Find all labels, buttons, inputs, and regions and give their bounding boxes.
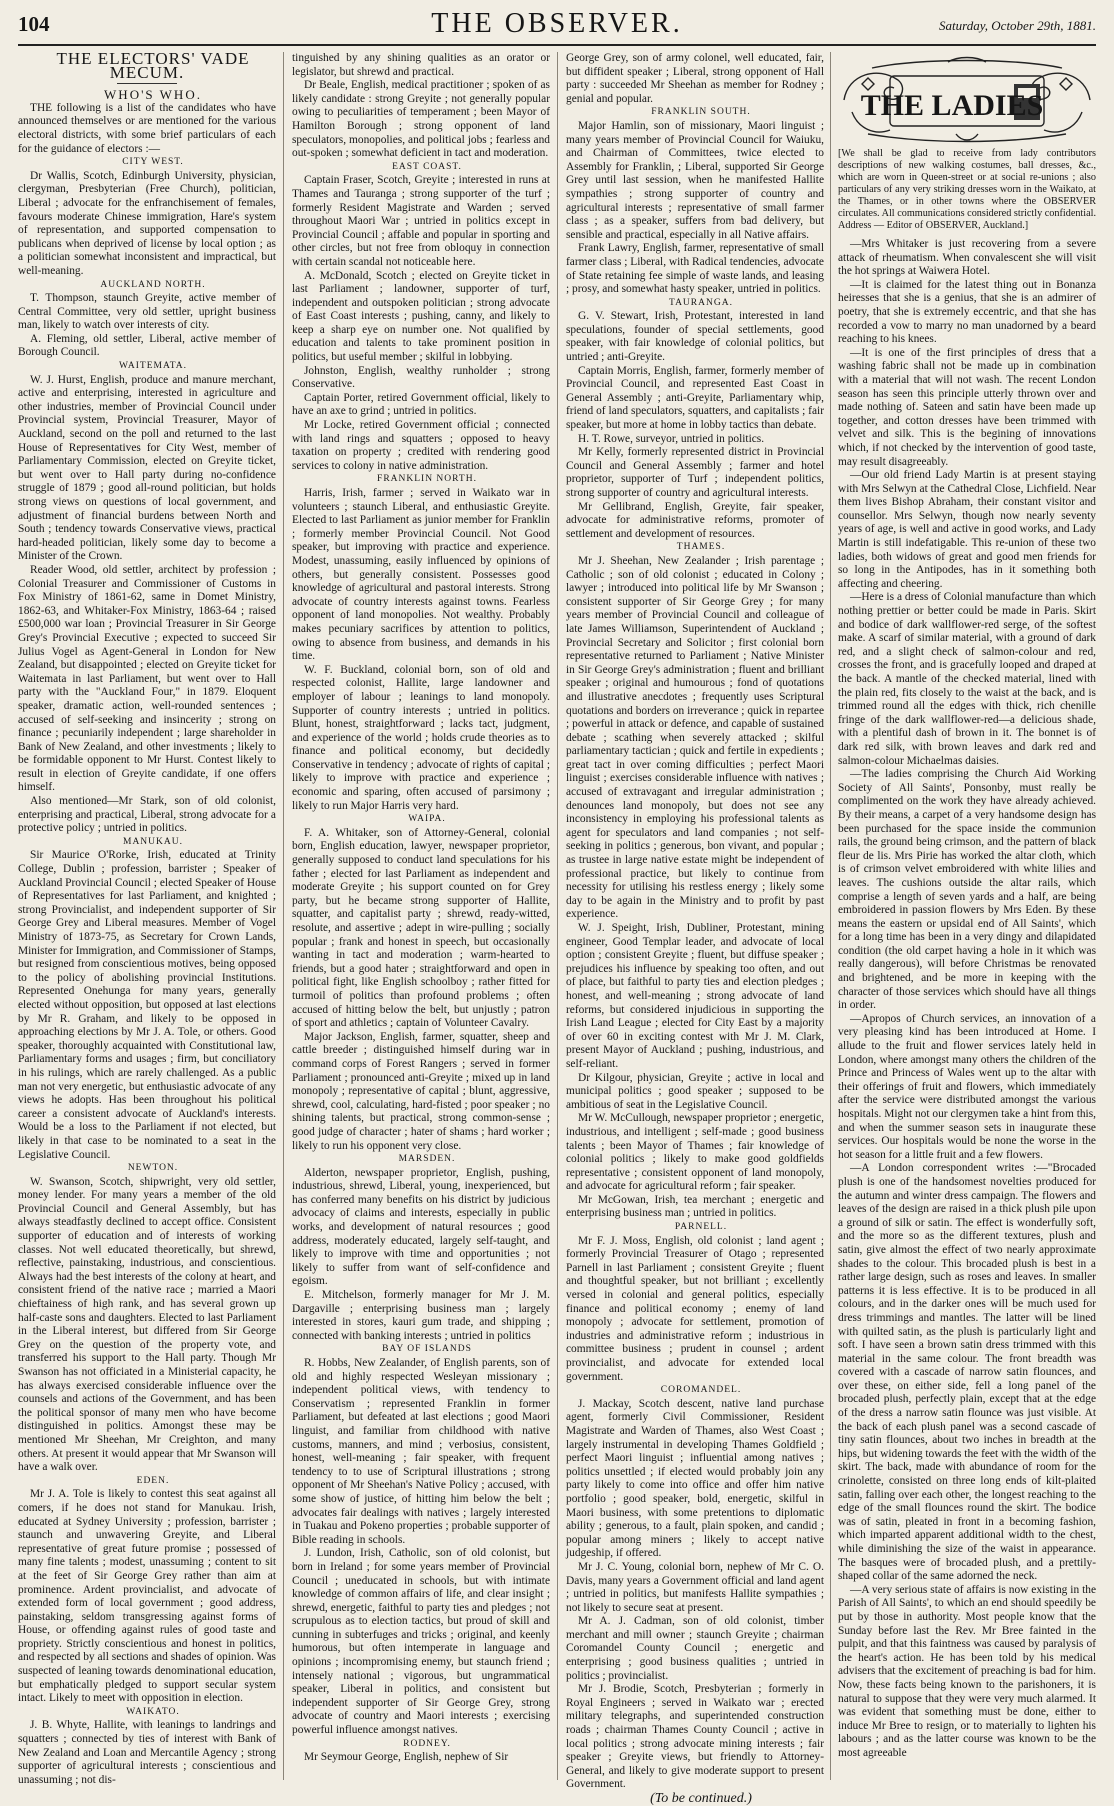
intro-paragraph: THE following is a list of the candidates who have announced themselves or are mentioned for the various electoral districts, with some brief particulars of each for the guidance of electors :—: [18, 101, 276, 155]
section-heading: WAITEMATA.: [118, 361, 188, 372]
candidate-entry: E. Mitchelson, formerly manager for Mr J. M. Dargaville ; enterprising business man ; largely interested in stores, kauri gum trade, and shipping ; connected with banking interests ; untried in politics: [292, 1289, 550, 1342]
masthead: [18, 6, 1096, 42]
column-divider: [830, 52, 831, 1780]
candidate-entry: Also mentioned—Mr Stark, son of old colonist, enterprising and practical, Liberal, strong advocate for a protective policy ; untried in politics.: [18, 795, 276, 835]
editorial-note: [We shall be glad to receive from lady contributors descriptions of new walking costumes, ball dresses, &c., which are worn in Queen-street or at social re-unions ; also particulars of any very striking dresses worn in the Waikato, at the Thames, or in other towns where the OBSERVER circulates. All communications considered strictly confidential. Address — Editor of OBSERVER, Auckland.]: [838, 148, 1096, 231]
candidate-entry: Sir Maurice O'Rorke, Irish, educated at Trinity College, Dublin ; profession, barrister ; Speaker of Auckland Provincial Council ; elected Speaker of House of Representatives for last Parliament, and knighted ; strong Provincialist, and independent supporter of Sir George Grey and Liberal measures. Member of Vogel Ministry of 1873-75, as Secretary for Crown Lands, Minister for Immigration, and Commissioner of Stamps, but resigned from conscientious motives, being opposed to the policy of abolishing provincial Institutions. Represented Onehunga for many years, generally elected without opposition, but opposed at last elections by Mr R. Graham, and likely to be opposed in approaching elections by Mr J. A. Tole, or others. Good speaker, thoroughly acquainted with Constitutional law, Parliamentary forms and usages ; firm, but conciliatory in his rulings, which are rarely challenged. As a public man not very energetic, but enthusiastic advocate of any views he adopts. Has been throughout his political career a consistent advocate of Auckland's interests. Would be a loss to the Parliament if not elected, but likely in that case to be nominated to a seat in the Legislative Council.: [18, 849, 276, 1161]
candidate-entry: H. T. Rowe, surveyor, untried in politics.: [578, 432, 765, 445]
page-number: 104: [18, 12, 50, 36]
candidate-entry: Mr W. McCullough, newspaper proprietor ; energetic, industrious, and intelligent ; self-made ; good business talents ; been Mayor of Thames ; fair knowledge of colonial politics ; likely to make good goldfields representative ; consistent opponent of land monopoly, and advocate for agricultural reform ; fair speaker.: [566, 1112, 824, 1193]
section-heading: FRANKLIN SOUTH.: [651, 107, 751, 118]
section-heading: WAIPA.: [408, 814, 446, 825]
candidate-entry: Captain Morris, English, farmer, formerly member of Provincial Council, and represented East Coast in General Assembly ; anti-Greyite, Parliamentary whip, friend of land speculators, squatters, and capitalists ; fair speaker, but more at home in lobby tactics than debate.: [566, 364, 824, 432]
candidate-entry: F. A. Whitaker, son of Attorney-General, colonial born, English education, lawyer, newspaper proprietor, generally supposed to conduct land speculations for his father ; elected for last Parliament as independent and moderate Greyite ; his support counted on for Grey party, but he became strong supporter of Hallite, squatter, and capitalist party ; shrewd, ready-witted, resolute, and assertive ; adept in wire-pulling ; socially popular ; frank and honest in speech, but occasionally wanting in tact and moderation ; warm-hearted to friends, but a good hater ; straightforward and open in political fight, like English schoolboy ; rather fitted for turmoil of politics than profound problems ; often accused of hitting below the belt, but unjustly ; patron of sport and athletics ; captain of Volunteer Cavalry.: [292, 826, 550, 1030]
candidate-entry: Mr J. A. Tole is likely to contest this seat against all comers, if he does not stand for Manukau. Irish, educated at Sydney University ; profession, barrister ; staunch and unwavering Greyite, and Liberal representative of great future promise ; possessed of many fine talents ; modest, unassuming ; content to sit at the feet of Sir George Grey rather than aim at prominence. Ardent provincialist, and advocate of extended form of local government ; good address, painstaking, seldom transgressing against forms of House, or offending against rules of good taste and propriety. Strictly conscientious and honest in politics, and respected by all sections and shades of opinion. Was suspected of leaning towards denominational education, but emphatically pledged to support secular system intact. Likely to meet with opposition in election.: [18, 1488, 276, 1705]
column-paragraph: —Mrs Whitaker is just recovering from a severe attack of rheumatism. When convalescent she will visit the hot springs at Waiwera Hotel.: [838, 238, 1096, 278]
section-heading: EDEN.: [136, 1475, 170, 1486]
ladies-banner: [838, 52, 1096, 148]
candidate-entry: Dr Wallis, Scotch, Edinburgh University, physician, clergyman, Presbyterian (Free Church), politician, Liberal ; advocate for the enfranchisement of females, favours moderate Chinese immigration, Hare's system of representation, and supported compensation to publicans when deprived of license by local option ; as a politician somewhat inconsistent and impractical, but well-meaning.: [18, 169, 276, 277]
column-paragraph: —Our old friend Lady Martin is at present staying with Mrs Selwyn at the Cathedral Close, Lichfield. Near them lives Bishop Abraham, their constant visitor and counsellor. Mrs Selwyn, though now nearly seventy years of age, is well and active in good works, and Lady Martin is still indefatigable. This re-union of these two ladies, both widows of great and good men friends for so long in the Antipodes, has in it something both affecting and cheering.: [838, 469, 1096, 590]
section-heading: BAY OF ISLANDS: [382, 1344, 472, 1355]
candidate-entry: Mr J. Brodie, Scotch, Presbyterian ; formerly in Royal Engineers ; served in Waikato war ; erected military telegraphs, and superintended construction roads ; chairman Thames County Council ; active in local politics ; strong advocate mining interests ; fair speaker ; Greyite views, but friendly to Attorney-General, and likely to give moderate support to present Government.: [566, 1683, 824, 1791]
section-heading: EAST COAST.: [392, 161, 462, 172]
candidate-entry: G. V. Stewart, Irish, Protestant, interested in land speculations, founder of special settlements, good speaker, with fair knowledge of colonial politics, but untried ; anti-Greyite.: [566, 310, 824, 364]
section-heading: PARNELL.: [674, 1222, 728, 1233]
column-1: [18, 49, 276, 1786]
candidate-entry: Mr J. C. Young, colonial born, nephew of Mr C. O. Davis, many years a Government official and land agent ; untried in politics, but manifests Hallite sympathies ; not likely to secure seat at present.: [566, 1560, 824, 1614]
candidate-entry: Mr Seymour George, English, nephew of Sir: [304, 1751, 509, 1764]
section-heading: TAURANGA.: [669, 297, 733, 308]
candidate-entry: W. J. Hurst, English, produce and manure merchant, active and enterprising, interested in agriculture and other industries, member of Provincial Council under Provincial system, Provincial Treasurer, Mayor of Auckland, second on the poll and returned to the last House of Representatives for City West, member of Parliamentary Commission, elected on Greyite ticket, but went over to Hall party during no-confidence struggle of 1879 ; good all-round politician, but holds strong views on questions of local government, and adjustment of financial burdens between North and South ; tendency towards Conservative views, practical hard-headed politician, likely some day to become a Minister of the Crown.: [18, 373, 276, 563]
paper-title: THE OBSERVER.: [431, 8, 683, 39]
candidate-entry: Mr J. Sheehan, New Zealander ; Irish parentage ; Catholic ; son of old colonist ; educated in Colony ; lawyer ; introduced into political life by Mr Swanson ; consistent supporter of Sir George Grey ; for many years member of Provincial Council and colleague of late James Williamson, Superintendent of Auckland ; Provincial Secretary and Solicitor ; first colonial born representative returned to Parliament ; Native Minister in Sir George Grey's administration ; fluent and brilliant speaker ; original and humourous ; fond of quotations and illustrative anecdotes ; frequently uses Scriptural quotations and borders on irreverance ; quick in repartee ; powerful in attack or defence, and capable of sustained debate ; scathing when severely attacked ; skilful parliamentary tactician ; quick and fertile in expedients ; great tact in over coming difficulties ; perfect Maori linguist ; exercises considerable influence with natives ; accused of extravagant and irregular administration ; denounces land monopoly, but does not see any inconsistency in employing his professional talents as agent for speculators and land companies ; not self-seeking in politics ; generous, bon vivant, and popular ; as trustee in large native estate might be independent of professional practice, but likely to continue from necessity for utilising his restless energy ; likely some day to be again in the Ministry and to profit by past experience.: [566, 554, 824, 921]
candidate-entry: Harris, Irish, farmer ; served in Waikato war in volunteers ; staunch Liberal, and enthusiastic Greyite. Elected to last Parliament as junior member for Franklin ; formerly member Provincial Council. Not Good speaker, but improving with practice and experience. Modest, unassuming, easily influenced by opinions of others, but generally consistent. Possesses good knowledge of agricultural and pastoral interests. Strong advocate of country interests against towns. Fearless opponent of land monopolies. Not wealthy. Probably makes pecuniary sacrifices by attention to politics, owing to absence from business, and demands in his time.: [292, 487, 550, 663]
section-heading: CITY WEST.: [122, 157, 184, 168]
candidate-entry: Major Jackson, English, farmer, squatter, sheep and cattle breeder ; distinguished himself during war in command corps of Forest Rangers ; served in former Parliament ; pronounced anti-Greyite ; mixed up in land monopoly ; representative of capital ; blunt, aggressive, shrewd, cool, calculating, hard-fisted ; poor speaker ; no shining talents, but practical, strong common-sense ; good judge of character ; hater of shams ; hard worker ; likely to run his opponent very close.: [292, 1030, 550, 1152]
section-heading: COROMANDEL.: [660, 1385, 742, 1396]
section-heading: NEWTON.: [127, 1163, 179, 1174]
column-2: [292, 52, 550, 1780]
candidate-entry: Mr McGowan, Irish, tea merchant ; energetic and enterprising business man ; untried in politics.: [566, 1193, 824, 1220]
to-be-continued: (To be continued.): [650, 1791, 752, 1806]
column-paragraph: —It is claimed for the latest thing out in Bonanza heiresses that she is a genius, that she is an admirer of poetry, that she is extremely eccentric, and that she has recorded a vow to marry no man unadorned by a beard reaching to his knees.: [838, 278, 1096, 346]
issue-date: Saturday, October 29th, 1881.: [939, 18, 1096, 33]
candidate-entry: J. Mackay, Scotch descent, native land purchase agent, formerly Civil Commissioner, Resident Magistrate and Warden of Thames, also West Coast ; largely instrumental in developing Thames Goldfield ; perfect Maori linguist ; influential among natives ; politics unsettled ; if elected would probably join any party likely to come into office and offer him native portfolio ; good speaker, bold, energetic, skilful in Maori business, with some pretentions to diplomatic ability ; generous, to a fault, plain spoken, and candid ; popular among miners ; likely to accept native judgeship, if offered.: [566, 1397, 824, 1560]
column-paragraph: —Apropos of Church services, an innovation of a very pleasing kind has been introduced at Home. I allude to the fruit and flower services lately held in London, where amongst many others the children of the Prince and Princess of Wales went up to the altar with their offerings of fruit and flowers, which immediately after the service were distributed amongst the various hospitals. Might not our clergymen take a hint from this, and when the summer season sets in inaugurate these services. Our hospitals would be none the worse in the hot season for a little fruit and a few flowers.: [838, 1012, 1096, 1161]
section-heading: RODNEY.: [403, 1738, 451, 1749]
candidate-entry: Dr Beale, English, medical practitioner ; spoken of as likely candidate : strong Greyite ; not generally popular owing to peculiarities of temperament ; been Mayor of Hamilton Borough ; strong opponent of land speculators, monopolies, and political jobs ; fearless and out-spoken ; somewhat deficient in tact and moderation.: [292, 79, 550, 160]
candidate-entry: Frank Lawry, English, farmer, representative of small farmer class ; Liberal, with Radical tendencies, advocate of State retaining fee simple of waste lands, and leasing ; prosy, and somewhat hasty speaker, untried in politics.: [566, 242, 824, 296]
candidate-entry: A. Fleming, old settler, Liberal, active member of Borough Council.: [18, 332, 276, 359]
candidate-entry: J. Lundon, Irish, Catholic, son of old colonist, but born in Ireland ; for some years member of Provincial Council ; uneducated in schools, but with intimate knowledge of common affairs of life, and clear insight ; shrewd, energetic, faithful to party ties and pledges ; not scrupulous as to election tactics, but proud of skill and cunning in subterfuges and tricks ; original, and keenly humorous, but often intemperate in language and opinions ; incompromising enemy, but staunch friend ; intensely national ; vigorous, but ungrammatical speaker, Liberal in politics, and consistent but independent supporter of Sir George Grey, strong advocate of country and Maori interests ; exercising powerful influence amongst natives.: [292, 1547, 550, 1737]
candidate-entry: Mr Gellibrand, English, Greyite, fair speaker, advocate for administrative reforms, promoter of settlement and development of resources.: [566, 500, 824, 540]
candidate-entry: Johnston, English, wealthy runholder ; strong Conservative.: [292, 364, 550, 391]
section-heading: FRANKLIN NORTH.: [377, 474, 477, 485]
column-divider: [283, 52, 284, 1780]
continued-paragraph: tinguished by any shining qualities as an orator or legislator, but shrewd and practical.: [292, 52, 550, 78]
section-heading: AUCKLAND NORTH.: [100, 279, 206, 290]
column-4: [838, 52, 1096, 1780]
continued-paragraph: George Grey, son of army colonel, well educated, fair, but diffident speaker ; Liberal, strong opponent of Hall party : succeeded Mr Sheehan as member for Rodney ; genial and popular.: [566, 52, 824, 105]
candidate-entry: Mr Locke, retired Government official ; connected with land rings and squatters ; opposed to heavy taxation on property ; credited with rendering good services to colony in native administration.: [292, 419, 550, 472]
candidate-entry: Mr Kelly, formerly represented district in Provincial Council and General Assembly ; farmer and hotel proprietor, supporter of Turf ; independent politics, strong supporter of country and agricultural interests.: [566, 446, 824, 499]
banner-title: THE LADIES: [860, 89, 1044, 122]
section-heading: WAIKATO.: [126, 1706, 180, 1717]
column-divider: [557, 52, 558, 1780]
section-heading: MANUKAU.: [123, 836, 183, 847]
candidate-entry: Captain Fraser, Scotch, Greyite ; interested in runs at Thames and Tauranga ; strong supporter of the turf ; formerly Resident Magistrate and Warden ; served throughout Maori War ; untried in politics except in Provincial Council ; affable and popular in sporting and other circles, but not free from obloquy in connection with certain scandal not noticeable here.: [292, 174, 550, 268]
column-paragraph: —The ladies comprising the Church Aid Working Society of All Saints', Ponsonby, must really be complimented on the work they have already achieved. By their means, a carpet of a very handsome design has been purchased for the space inside the communion rails, the ground being crimson, and the pattern of black fleur de lis. Mrs Pirie has worked the altar cloth, which is of crimson velvet embroidered with white lilies and leaves. The cushions outside the altar rails, which comprise a length of seven yards and a half, are being embroidered in passion flowers by Mrs Eden. By these means the eastern or upsidal end of All Saints', which for a long time has been in a very dingy and dilapidated condition (the old carpet having a hole in it which was really dangerous), will before Christmas be renovated and brightened, and be more in keeping with the character of those services which should have all things in order.: [838, 768, 1096, 1012]
candidate-entry: Dr Kilgour, physician, Greyite ; active in local and municipal politics ; good speaker ; supposed to be ambitious of seat in the Legislative Council.: [566, 1071, 824, 1111]
candidate-entry: A. McDonald, Scotch ; elected on Greyite ticket in last Parliament ; landowner, supporter of turf, independent and outspoken politician ; strong advocate of East Coast interests ; pushing, canny, and likely to keep a sharp eye on number one. Not qualified by education and talents to take prominent position in politics, but useful member ; skilful in lobbying.: [292, 269, 550, 364]
section-heading: THAMES.: [676, 542, 726, 553]
candidate-entry: Alderton, newspaper proprietor, English, pushing, industrious, shrewd, Liberal, young, inexperienced, but has conferred many benefits on his district by judicious advocacy of claims and interests, especially in public works, and development of natural resources ; good address, moderately educated, largely self-taught, and likely to improve with time and opportunities ; not likely to suffer from want of self-confidence and egoism.: [292, 1166, 550, 1288]
candidate-entry: Captain Porter, retired Government official, likely to have an axe to grind ; untried in politics.: [292, 391, 550, 418]
candidate-entry: J. B. Whyte, Hallite, with leanings to landrings and squatters ; connected by ties of interest with Bank of New Zealand and Loan and Mercantile Agency ; strong supporter of agricultural interests ; conscientious and unassuming ; not dis-: [18, 1719, 276, 1786]
candidate-entry: Mr A. J. Cadman, son of old colonist, timber merchant and mill owner ; staunch Greyite ; chairman Coromandel County Council ; energetic and enterprising ; good business qualities ; untried in politics ; provincialist.: [566, 1615, 824, 1682]
column-3: [566, 52, 824, 1806]
column-paragraph: —A London correspondent writes :—"Brocaded plush is one of the handsomest novelties produced for the autumn and winter dress campaign. The flowers and leaves of the design are raised in a thick plush pile upon a ground of silk or satin. The effect is wonderfully soft, and the more so as the different textures, plush and satin, give almost the effect of two nearly approximate shades to the colour. This brocaded plush is best in a rather large design, such as roses and leaves. In smaller patterns it is less effective. It is to be produced in all colours, and in the darker ones will be much used for dress trimmings and mantles. The latter will be lined with quilted satin, as the plush is particularly light and soft. I have seen a brown satin dress trimmed with this material in the same colour. The front breadth was covered with a cascade of narrow satin flounces, and over these, on either side, fell a long panel of the brocaded plush, perfectly plain, except that at the edge of the dress a narrow satin flounce was just visible. At the back of each plush panel was a second cascade of tiny satin flounces, about two inches in breadth at the hips, but widening towards the feet with the width of the skirt. The back, made with abundance of room for the crinolette, consisted on three long ends of kilt-plaited satin, falling over each other, the longest reaching to the edge of the small flounces round the skirt. The bodice was of satin, pleated in front in a becoming fashion, which imparted apparent additional width to the chest, while diminishing the size of the waist in appearance. The basques were of brocaded plush, and a prettily-shaped collar of the same adorned the neck.: [838, 1162, 1096, 1583]
article-subheading: WHO'S WHO.: [104, 87, 202, 103]
candidate-entry: Mr F. J. Moss, English, old colonist ; land agent ; formerly Provincial Treasurer of Otago ; represented Parnell in last Parliament ; consistent Greyite ; fluent and thoughtful speaker, but not brilliant ; excellently versed in colonial and general politics, especially finance and political economy ; enemy of land monopoly ; advocate for settlement, promotion of industries and administrative reform ; industrious in committee business ; prudent in counsel ; ardent provincialist, and advocate for extended local government.: [566, 1234, 824, 1383]
candidate-entry: R. Hobbs, New Zealander, of English parents, son of old and highly respected Wesleyan missionary ; independent political views, with tendency to Conservatism ; represented Franklin in former Parliament, but defeated at last elections ; good Maori linguist, and familiar from childhood with native customs, manners, and mind ; verbosius, consistent, honest, well-meaning ; fair speaker, with frequent tendency to to use of Scriptural illustrations ; strong opponent of Mr Sheehan's Native Policy ; accused, with some show of justice, of hitting him below the belt ; advocates fair dealings with natives ; largely interested in Tuakau and Pokeno properties ; probable supporter of Bible reading in schools.: [292, 1357, 550, 1546]
column-paragraph: —It is one of the first principles of dress that a washing fabric shall not be made up in combination with a material that will not wash. The recent London season has seen this principle utterly thrown over and made nothing of. Sateen and satin have been made up together, and cotton dresses have been trimmed with velvet and silk. This is the begining of innovations which, if not checked by the intervention of good taste, may result disagreeably.: [838, 346, 1096, 468]
candidate-entry: Reader Wood, old settler, architect by profession ; Colonial Treasurer and Commissioner of Customs in Fox Ministry of 1861-62, same in Domet Ministry, 1862-63, and Whitaker-Fox Ministry, 1863-64 ; raised £500,000 war loan ; Provincial Treasurer in Sir George Grey's Provincial Executive ; expected to succeed Sir Julius Vogel as Agent-General in London for New Zealand, but disappointed ; elected on Greyite ticket for Waitemata in last Parliament, but went over to Hall party with the "Auckland Four," in 1879. Eloquent speaker, dramatic action, well-rounded sentences ; accused of self-seeking and insincerity ; strong on finance ; pecuniarily independent ; large shareholder in Bank of New Zealand, and other investments ; likely to be formidable opponent to Mr Hurst. Contest likely to result in election of Greyite candidate, if one offers himself.: [18, 563, 276, 794]
candidate-entry: W. F. Buckland, colonial born, son of old and respected colonist, Hallite, large landowner and employer of labour ; leanings to land monopoly. Supporter of country interests ; untried in politics. Blunt, honest, straightforward ; lacks tact, judgment, and experience of the world ; holds crude theories as to finance and political economy, but decidedly Conservative in tendency ; advocate of rights of capital ; likely to improve with practice and experience ; economic and sparing, often accused of parsimony ; likely to run Major Harris very hard.: [292, 663, 550, 812]
candidate-entry: T. Thompson, staunch Greyite, active member of Central Committee, very old settler, upright business man, likely to watch over interests of city.: [18, 292, 276, 332]
column-paragraph: —Here is a dress of Colonial manufacture than which nothing prettier or better could be made in Paris. Skirt and bodice of dark wallflower-red serge, of the softest make. A scarf of similar material, with a ground of dark red, and a slight check of salmon-colour and red, crosses the front, and is gracefully looped and draped at the back. A mantle of the checked material, lined with the plain red, fits closely to the waist at the back, and is trimmed round all the edges with thick, rich chenille fringe of the dark wallflower-red—a delicious shade, with a plentiful dash of brown in it. The bonnet is of dark red silk, with brown leaves and dark red and salmon-colour Michaelmas daisies.: [838, 591, 1096, 767]
section-heading: MARSDEN.: [398, 1154, 456, 1165]
candidate-entry: W. J. Speight, Irish, Dubliner, Protestant, mining engineer, Good Templar leader, and advocate of local option ; consistent Greyite ; fluent, but diffuse speaker ; prejudices his influence by speaking too often, and out of place, but faithful to party ties and election pledges ; honest, and well-meaning ; strong advocate of land reforms, but considered injudicious in supporting the Irish Land League ; elected for City East by a majority of over 60 in exciting contest with Mr J. M. Clark, present Mayor of Auckland ; pushing, industrious, and self-reliant.: [566, 922, 824, 1070]
candidate-entry: Major Hamlin, son of missionary, Maori linguist ; many years member of Provincial Council for Waiuku, and Chairman of Committees, twice elected to Assembly for Franklin, ; Liberal, supported Sir George Grey until last session, when he manifested Hallite sympathies ; strong supporter of country and agricultural interests ; representative of small farmer class ; as a speaker, suffers from bad delivery, but sensible and practical, especially in all Native affairs.: [566, 119, 824, 241]
masthead-rule: [18, 44, 1096, 46]
ladies-banner-ornament-icon: [838, 52, 1096, 148]
column-paragraph: —A very serious state of affairs is now existing in the Parish of All Saints', to which an end should speedily be put by those in authority. Most people know that the Sunday before last the Rev. Mr Bree fainted in the pulpit, and that this faintness was caused by paralysis of the heart's action. He has been told by his medical advisers that the excitement of preaching is bad for him. Now, these facts being known to the parishoners, it is natural to suppose that they were very much alarmed. It was evident that something must be done, either to induce Mr Bree to resign, or to materially to lighten his labours ; and as the latter course was known to be the most agreeable: [838, 1583, 1096, 1759]
candidate-entry: W. Swanson, Scotch, shipwright, very old settler, money lender. For many years a member of the old Provincial Council and General Assembly, but has always steadfastly declined to accept office. Consistent supporter of education and of interests of working classes. Not well educated theoretically, but shrewd, reflective, painstaking, industrious, and conscientious. Always had the best interests of the colony at heart, and consistent friend of the native race ; married a Maori chieftainess of high rank, and has several grown up half-caste sons and daughters. Elected to last Parliament in the Liberal interest, but differed from Sir George Grey on the question of the property vote, and transferred his support to the Hall party. Though Mr Swanson has not officiated in a Ministerial capacity, he has always exercised considerable influence over the counsels and actions of the Government, and has been the political sponsor of many men who have become distinguished in politics. Amongst these may be mentioned Mr Sheehan, Mr Creighton, and many others. At present it would appear that Mr Swanson will have a walk over.: [18, 1175, 276, 1474]
divider: [117, 83, 177, 84]
article-heading: THE ELECTORS' VADE MECUM.: [56, 49, 250, 82]
